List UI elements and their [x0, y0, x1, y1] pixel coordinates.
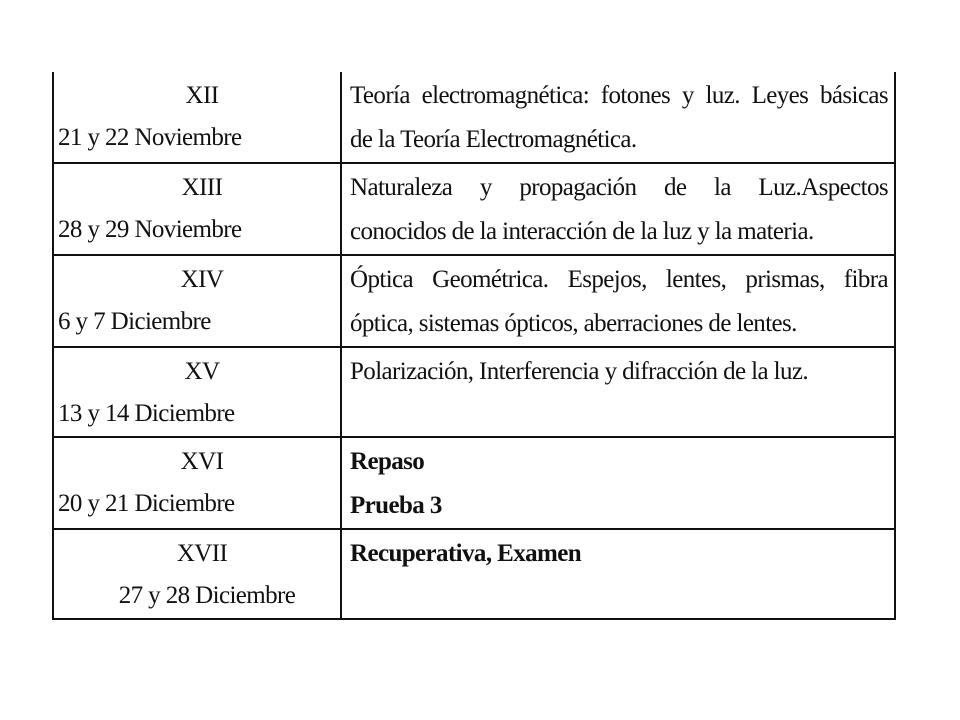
topic-line-2: Prueba 3: [350, 492, 442, 519]
topic-line-1: Teoría electromagnética: fotones y luz. Leyes básicas: [350, 82, 888, 109]
topic-cell: [341, 72, 895, 163]
session-cell: [53, 437, 341, 529]
topic-text: [342, 164, 894, 254]
topic-cell: [341, 255, 895, 347]
table-row: [53, 72, 895, 163]
table-row: [53, 529, 895, 619]
session-dates: 20 y 21 Diciembre: [58, 490, 235, 517]
session-number: XVI: [180, 448, 224, 475]
session-dates: 6 y 7 Diciembre: [58, 308, 211, 335]
table-row: [53, 255, 895, 347]
session-cell: [53, 529, 341, 619]
session-number: XV: [184, 358, 220, 385]
session-cell: [53, 72, 341, 163]
table-row: [53, 347, 895, 437]
session-cell: [53, 163, 341, 255]
topic-text: [342, 256, 894, 346]
table-row: [53, 163, 895, 255]
topic-line-1: Recuperativa, Examen: [350, 540, 582, 567]
session-number: XII: [185, 82, 219, 109]
session-dates: 27 y 28 Diciembre: [118, 582, 296, 609]
session-dates: 13 y 14 Diciembre: [58, 400, 235, 427]
table-row: [53, 437, 895, 529]
topic-text: [342, 72, 894, 162]
topic-text: [342, 348, 894, 394]
session-dates: 28 y 29 Noviembre: [58, 216, 242, 243]
topic-line-1: Naturaleza y propagación de la Luz.Aspectos: [350, 174, 888, 201]
session-number: XIII: [181, 174, 223, 201]
topic-line-1: Polarización, Interferencia y difracción de la luz.: [350, 358, 809, 385]
topic-cell: [341, 347, 895, 437]
session-cell: [53, 347, 341, 437]
session-cell: [53, 255, 341, 347]
topic-line-2: de la Teoría Electromagnética.: [350, 126, 637, 153]
topic-cell: [341, 163, 895, 255]
topic-line-1: Óptica Geométrica. Espejos, lentes, prismas, fibra: [350, 266, 888, 293]
topic-line-1: Repaso: [350, 448, 425, 475]
topic-line-2: conocidos de la interacción de la luz y la materia.: [350, 218, 814, 245]
topic-line-2: óptica, sistemas ópticos, aberraciones de lentes.: [350, 310, 797, 337]
session-number: XVII: [176, 540, 228, 567]
course-schedule-table: [52, 72, 896, 620]
topic-cell: [341, 529, 895, 619]
topic-cell: [341, 437, 895, 529]
session-dates: 21 y 22 Noviembre: [58, 124, 242, 151]
session-number: XIV: [180, 266, 224, 293]
